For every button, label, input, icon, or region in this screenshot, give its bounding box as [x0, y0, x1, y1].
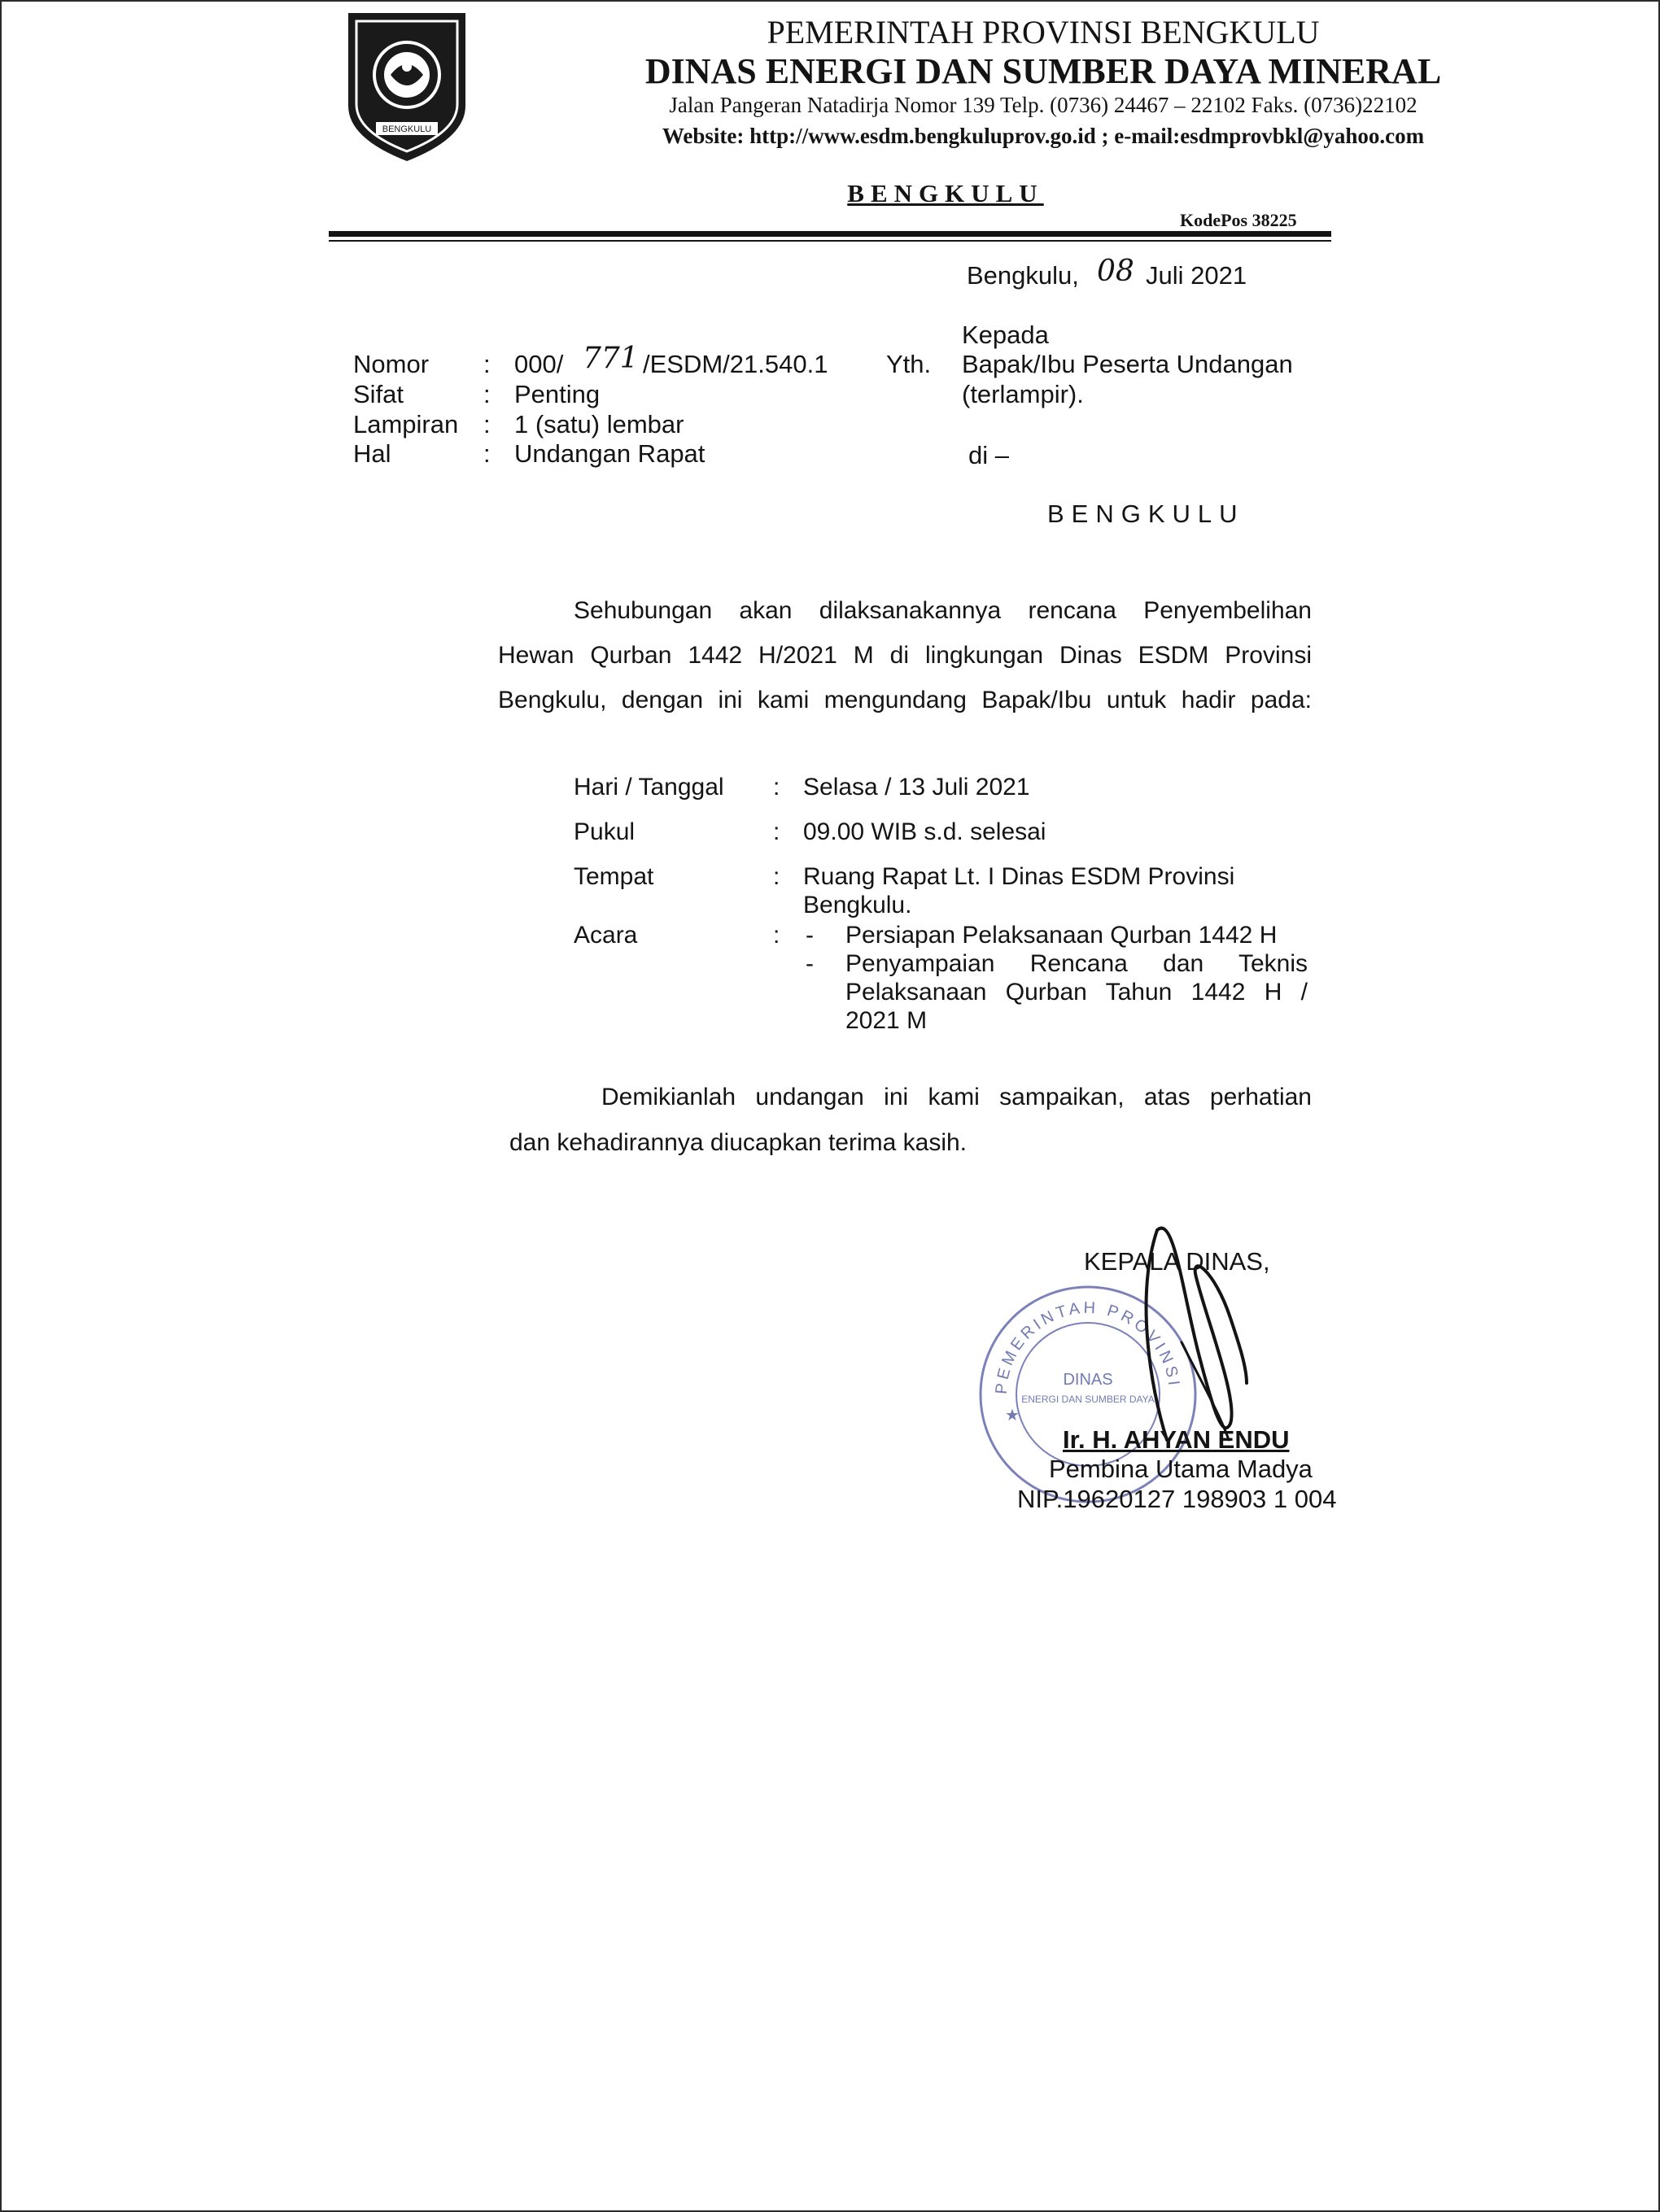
hari-label: Hari / Tanggal	[574, 774, 724, 801]
postal-code: KodePos 38225	[1180, 210, 1297, 230]
handwritten-signature	[1125, 1220, 1255, 1448]
yth-label: Yth.	[886, 350, 932, 378]
nomor-handwritten: 771	[583, 342, 639, 375]
hal-label: Hal	[353, 439, 391, 468]
acara-label: Acara	[574, 922, 638, 949]
acara-bullet-1: -	[806, 922, 814, 949]
government-name: PEMERINTAH PROVINSI BENGKULU	[767, 14, 1320, 50]
para1-line3: Bengkulu, dengan ini kami mengundang Bapak/Ibu untuk hadir pada:	[498, 687, 1312, 713]
lampiran-label: Lampiran	[353, 410, 459, 438]
agency-website: Website: http://www.esdm.bengkuluprov.go.id ; e-mail:esdmprovbkl@yahoo.com	[662, 124, 1425, 148]
pukul-colon: :	[773, 818, 780, 845]
stamp-agency-text: ENERGI DAN SUMBER DAYA	[1021, 1394, 1155, 1405]
provincial-emblem-logo	[343, 8, 470, 164]
nomor-colon: :	[483, 350, 491, 378]
para2-line2: dan kehadirannya diucapkan terima kasih.	[509, 1129, 968, 1156]
letterhead-rule-thick	[329, 231, 1331, 237]
para2-line1: Demikianlah undangan ini kami sampaikan, atas perhatian	[601, 1084, 1312, 1110]
hari-value: Selasa / 13 Juli 2021	[803, 774, 1030, 801]
signatory-nip: NIP.19620127 198903 1 004	[1017, 1485, 1337, 1513]
addressee-city: BENGKULU	[1047, 500, 1245, 528]
di-label: di –	[968, 441, 1009, 469]
hal-value: Undangan Rapat	[514, 439, 706, 468]
pukul-label: Pukul	[574, 818, 636, 845]
lampiran-colon: :	[483, 410, 491, 438]
kepada-label: Kepada	[962, 321, 1049, 349]
acara-item-1: Persiapan Pelaksanaan Qurban 1442 H	[845, 922, 1278, 949]
agency-name: DINAS ENERGI DAN SUMBER DAYA MINERAL	[644, 51, 1442, 91]
tempat-value-line2: Bengkulu.	[803, 892, 912, 918]
stamp-center-text: DINAS	[1063, 1371, 1113, 1389]
tempat-label: Tempat	[574, 863, 654, 890]
hal-colon: :	[483, 439, 491, 468]
agency-address: Jalan Pangeran Natadirja Nomor 139 Telp. (0736) 24467 – 22102 Faks. (0736)22102	[669, 93, 1418, 117]
letterhead-city: BENGKULU	[847, 179, 1044, 207]
hari-colon: :	[773, 774, 780, 801]
signatory-name: Ir. H. AHYAN ENDU	[1063, 1425, 1290, 1454]
pukul-value: 09.00 WIB s.d. selesai	[803, 818, 1046, 845]
acara-item-2-line3: 2021 M	[845, 1007, 928, 1034]
date-month-year: Juli 2021	[1146, 261, 1247, 290]
tempat-colon: :	[773, 863, 780, 890]
tempat-value-line1: Ruang Rapat Lt. I Dinas ESDM Provinsi	[803, 863, 1235, 890]
acara-item-2-line1: Penyampaian Rencana dan Teknis	[845, 950, 1308, 977]
acara-item-2-line2: Pelaksanaan Qurban Tahun 1442 H /	[845, 979, 1308, 1006]
signatory-role: KEPALA DINAS,	[1084, 1247, 1270, 1276]
para1-line2: Hewan Qurban 1442 H/2021 M di lingkungan Dinas ESDM Provinsi	[498, 642, 1312, 669]
nomor-label: Nomor	[353, 350, 430, 378]
sifat-label: Sifat	[353, 380, 404, 408]
signatory-rank: Pembina Utama Madya	[1049, 1455, 1313, 1483]
para1-line1: Sehubungan akan dilaksanakannya rencana Penyembelihan	[574, 597, 1312, 624]
letterhead-rule-thin	[329, 240, 1331, 242]
logo-text: BENGKULU	[382, 124, 432, 134]
sifat-value: Penting	[514, 380, 601, 408]
date-place: Bengkulu,	[967, 261, 1079, 290]
lampiran-value: 1 (satu) lembar	[514, 410, 684, 438]
acara-bullet-2: -	[806, 950, 814, 977]
stamp-top-text: PEMERINTAH PROVINSI	[992, 1298, 1183, 1395]
nomor-suffix: /ESDM/21.540.1	[643, 350, 828, 378]
nomor-prefix: 000/	[514, 350, 564, 378]
acara-colon: :	[773, 922, 780, 949]
addressee-note: (terlampir).	[962, 380, 1084, 408]
sifat-colon: :	[483, 380, 491, 408]
star-icon: ★	[1005, 1407, 1020, 1424]
date-day-handwritten: 08	[1097, 255, 1134, 288]
addressee-line: Bapak/Ibu Peserta Undangan	[962, 350, 1293, 378]
